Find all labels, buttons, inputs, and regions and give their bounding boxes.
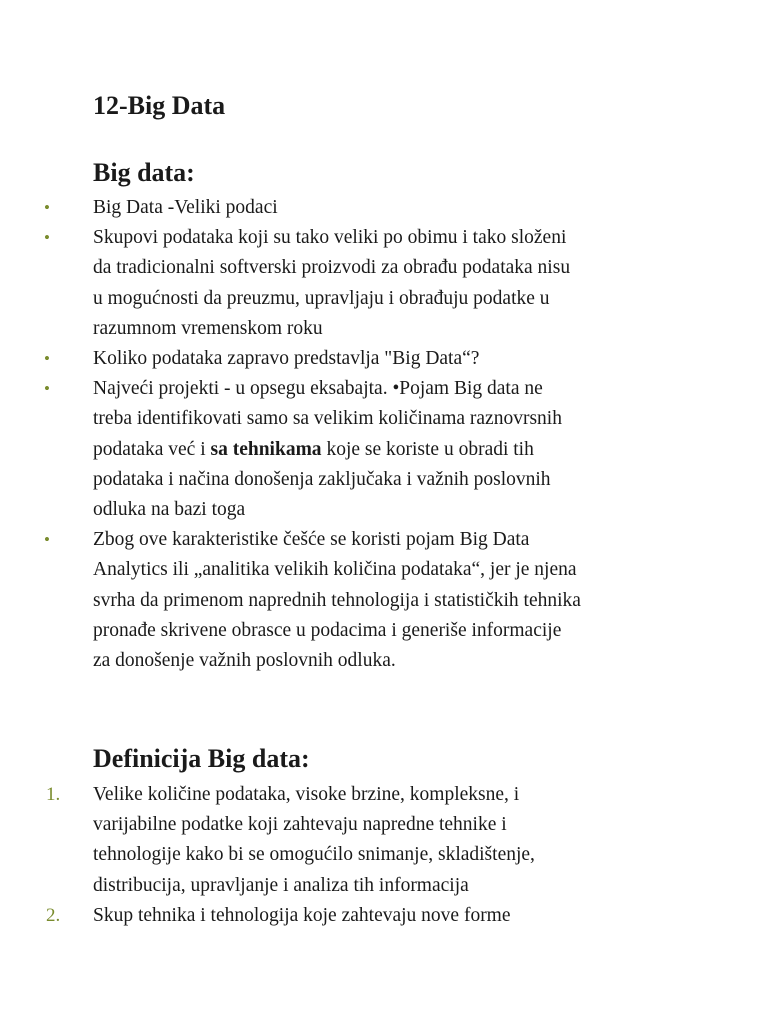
list-item-text: Big Data -Veliki podaci bbox=[93, 197, 278, 218]
bullet-marker: • bbox=[44, 379, 50, 399]
number-marker: 2. bbox=[46, 904, 61, 926]
list-item-text: Skup tehnika i tehnologija koje zahtevaju nove forme bbox=[93, 904, 511, 926]
list-item-text: varijabilne podatke koji zahtevaju napredne tehnike i bbox=[93, 814, 507, 836]
list-item-text: odluka na bazi toga bbox=[93, 499, 246, 521]
section-heading-big-data: Big data: bbox=[93, 158, 195, 187]
bullet-marker: • bbox=[44, 349, 50, 369]
list-item-text: Najveći projekti - u opsegu eksabajta. •Pojam Big data ne bbox=[93, 378, 543, 400]
number-marker: 1. bbox=[46, 784, 61, 805]
bullet-marker: • bbox=[44, 530, 50, 550]
list-item bbox=[0, 223, 673, 344]
list-item-text: tehnologije kako bi se omogućilo snimanje, skladištenje, bbox=[93, 844, 535, 866]
list-item-text: Analytics ili „analitika velikih količina podataka“, jer je njena bbox=[93, 559, 577, 581]
list-item-text: treba identifikovati samo sa velikim količinama raznovrsnih bbox=[93, 408, 562, 430]
list-item-text: Skupovi podataka koji su tako veliki po obimu i tako složeni bbox=[93, 227, 567, 249]
text-run: podataka već i bbox=[93, 438, 211, 460]
numbered-list-definicija bbox=[0, 780, 673, 931]
list-item-text bbox=[93, 435, 673, 465]
list-item bbox=[0, 374, 673, 525]
list-item-text: svrha da primenom naprednih tehnologija i statističkih tehnika bbox=[93, 589, 581, 611]
list-item-text: da tradicionalni softverski proizvodi za obrađu podataka nisu bbox=[93, 257, 571, 279]
section-heading-definicija: Definicija Big data: bbox=[93, 744, 310, 773]
list-item bbox=[0, 193, 673, 223]
list-item-text: Zbog ove karakteristike češće se koristi pojam Big Data bbox=[93, 529, 530, 551]
list-item bbox=[0, 344, 673, 374]
document-title: 12-Big Data bbox=[93, 91, 226, 120]
list-item-text: pronađe skrivene obrasce u podacima i generiše informacije bbox=[93, 619, 562, 641]
list-item-text: Velike količine podataka, visoke brzine, kompleksne, i bbox=[93, 784, 520, 805]
list-item-text: distribucija, upravljanje i analiza tih informacija bbox=[93, 874, 469, 896]
list-item-text: razumnom vremenskom roku bbox=[93, 317, 323, 339]
list-item-text: podataka i načina donošenja zaključaka i važnih poslovnih bbox=[93, 468, 551, 490]
bullet-marker: • bbox=[44, 228, 50, 248]
bold-text-run: sa tehnikama bbox=[210, 438, 322, 460]
list-item bbox=[0, 525, 673, 676]
list-item bbox=[0, 780, 673, 901]
bullet-list-big-data bbox=[0, 193, 673, 676]
list-item bbox=[0, 901, 673, 931]
bullet-marker: • bbox=[44, 198, 50, 217]
list-item-text: Koliko podataka zapravo predstavlja "Big Data“? bbox=[93, 348, 480, 370]
list-item-text: za donošenje važnih poslovnih odluka. bbox=[93, 650, 396, 672]
list-item-text: u mogućnosti da preuzmu, upravljaju i obrađuju podatke u bbox=[93, 287, 550, 309]
text-run: koje se koriste u obradi tih bbox=[321, 438, 534, 460]
